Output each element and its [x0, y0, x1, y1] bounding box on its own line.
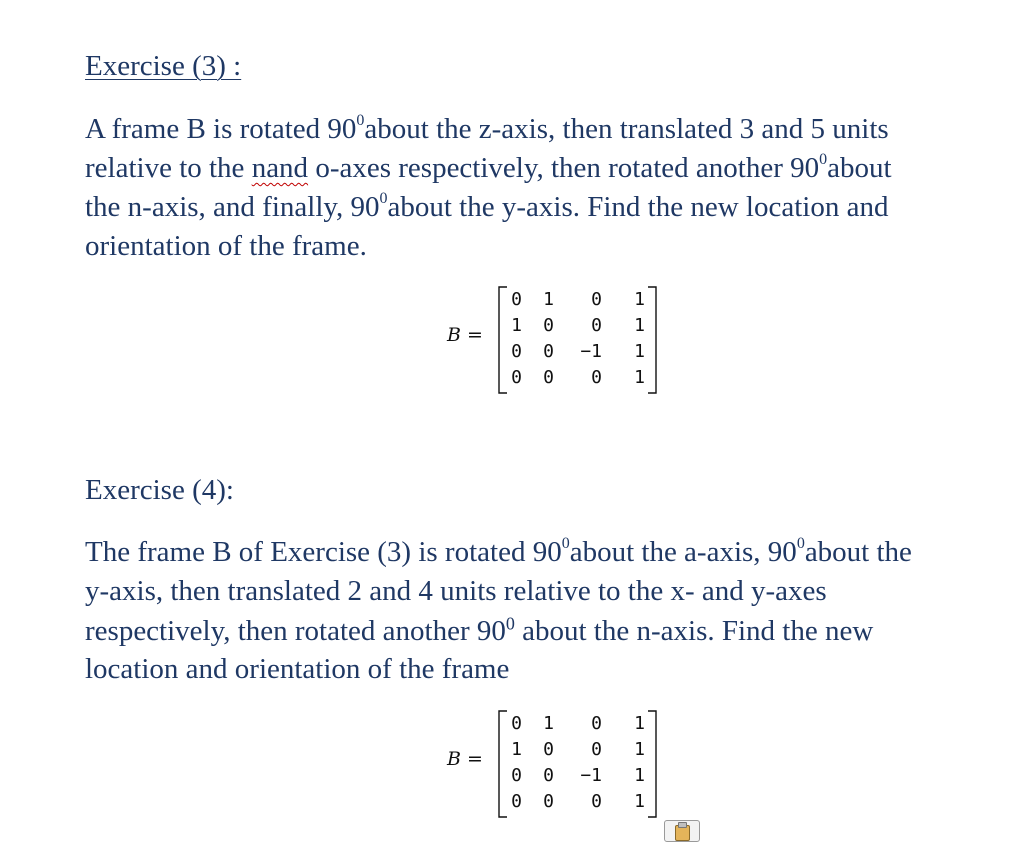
text: about [827, 152, 892, 184]
clipboard-clip [678, 822, 687, 828]
superscript-zero: 0 [505, 613, 515, 634]
degree-sign: 0 [356, 112, 365, 130]
text: the n-axis, and finally, 90 [85, 191, 380, 223]
matrix-label [447, 748, 483, 770]
matrix-cell: 0 [511, 341, 522, 362]
text: about the a-axis, 90 [569, 536, 797, 568]
matrix-cell: 0 [511, 765, 522, 786]
degree-sign: 0 [819, 151, 828, 169]
right-bracket [646, 286, 658, 394]
matrix-label [447, 324, 483, 346]
text: about the [804, 536, 912, 568]
text: about the z-axis, then translated 3 and 5 units [364, 113, 889, 145]
equals-sign: = [466, 748, 483, 770]
matrix-cell: 0 [511, 713, 522, 734]
matrix-cell: 0 [543, 791, 554, 812]
matrix-symbol: B [447, 748, 461, 770]
degree-sign: 0 [379, 190, 388, 208]
matrix-cell: 0 [543, 739, 554, 760]
matrix-cell: −1 [580, 765, 602, 786]
text: relative to the [85, 152, 252, 184]
matrix-cell: 0 [543, 765, 554, 786]
matrix-cell: 0 [591, 315, 602, 336]
exercise-4-line-2: y-axis, then translated 2 and 4 units relative to the x- and y-axes [85, 575, 827, 607]
matrix-cell: 1 [634, 713, 645, 734]
matrix-cell: 1 [511, 315, 522, 336]
matrix-cell: 1 [634, 289, 645, 310]
matrix-cell: 0 [591, 367, 602, 388]
matrix-cell: 0 [511, 289, 522, 310]
matrix-cell: 1 [634, 791, 645, 812]
text: o-axes respectively, then rotated another 90 [308, 152, 820, 184]
matrix-cell: 1 [543, 713, 554, 734]
matrix-symbol: B [447, 324, 461, 346]
text: The frame B of Exercise (3) is rotated 90 [85, 536, 562, 568]
right-bracket [646, 710, 658, 818]
text: A frame B is rotated 90 [85, 113, 357, 145]
clipboard-icon[interactable] [664, 820, 700, 842]
matrix-cell: 0 [511, 791, 522, 812]
text: about the y-axis. Find the new location and [387, 191, 889, 223]
matrix-cell: 0 [591, 289, 602, 310]
matrix-cell: 1 [634, 341, 645, 362]
matrix-cell: 1 [634, 315, 645, 336]
matrix-cell: 1 [634, 739, 645, 760]
matrix-cell: 1 [634, 765, 645, 786]
exercise-3-line-1 [85, 112, 889, 145]
matrix-cell: 1 [511, 739, 522, 760]
exercise-3-line-3 [85, 190, 889, 223]
matrix-cell: 0 [591, 739, 602, 760]
degree-sign: 0 [796, 535, 805, 553]
matrix-cell: 0 [511, 367, 522, 388]
text: about the n-axis. Find the new [514, 615, 874, 647]
degree-sign: 0 [561, 535, 570, 553]
matrix-cell: 0 [543, 367, 554, 388]
matrix-cell: 0 [543, 341, 554, 362]
exercise-4-heading: Exercise (4): [85, 474, 234, 506]
exercise-4-line-4: location and orientation of the frame [85, 653, 510, 685]
exercise-4-line-1 [85, 535, 912, 568]
matrix-cell: 0 [591, 791, 602, 812]
spelling-flagged-word[interactable]: nand [251, 152, 309, 184]
equals-sign: = [466, 324, 483, 346]
exercise-3-line-4: orientation of the frame. [85, 230, 367, 262]
matrix-cell: 0 [591, 713, 602, 734]
exercise-4-line-3 [85, 613, 874, 647]
matrix-cell: 1 [543, 289, 554, 310]
exercise-3-line-2 [85, 151, 892, 184]
matrix-cell: 1 [634, 367, 645, 388]
exercise-3-heading: Exercise (3) : [85, 50, 242, 82]
matrix-cell: 0 [543, 315, 554, 336]
matrix-cell: −1 [580, 341, 602, 362]
text: respectively, then rotated another 90 [85, 615, 506, 647]
